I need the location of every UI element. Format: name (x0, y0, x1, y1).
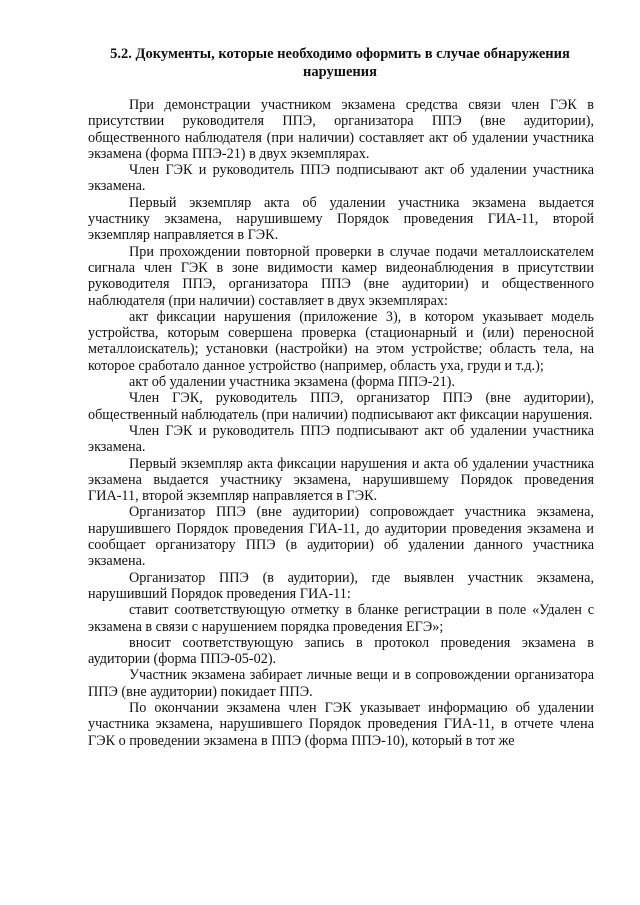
paragraph: ставит соответствующую отметку в бланке регистрации в поле «Удален с экзамена в связи с нарушением порядка проведения ЕГЭ»; (88, 602, 594, 635)
paragraph: По окончании экзамена член ГЭК указывает информацию об удалении участника экзамена, нарушившего Порядок проведения ГИА-11, в отчете члена ГЭК о проведении экзамена в ППЭ (форма ППЭ-10), который в тот же (88, 699, 594, 749)
paragraph: При демонстрации участником экзамена средства связи член ГЭК в присутствии руководителя ППЭ, организатора ППЭ (вне аудитории), общественного наблюдателя (при наличии) составляет акт об удалении участника экзамена (форма ППЭ-21) в двух экземплярах. (88, 97, 594, 162)
paragraph: Член ГЭК и руководитель ППЭ подписывают акт об удалении участника экзамена. (88, 422, 594, 456)
paragraph: акт фиксации нарушения (приложение 3), в котором указывает модель устройства, которым совершена проверка (стационарный и (или) переносной металлоискатель); установки (настройки) на этом устройстве; область тела, на которое сработало данное устройство (например, область уха, груди и т.д.); (88, 308, 594, 374)
paragraph: Участник экзамена забирает личные вещи и в сопровождении организатора ППЭ (вне аудитории) покидает ППЭ. (88, 667, 594, 700)
paragraph: акт об удалении участника экзамена (форма ППЭ-21). (129, 374, 455, 391)
section-title: 5.2. Документы, которые необходимо оформить в случае обнаружения нарушения (110, 46, 570, 80)
paragraph: Первый экземпляр акта фиксации нарушения и акта об удалении участника экзамена выдается участнику экзамена, нарушившему Порядок проведения ГИА-11, второй экземпляр направляется в ГЭК. (88, 455, 594, 505)
paragraph: Член ГЭК, руководитель ППЭ, организатор ППЭ (вне аудитории), общественный наблюдатель (при наличии) подписывают акт фиксации нарушения. (88, 390, 594, 423)
paragraph: Член ГЭК и руководитель ППЭ подписывают акт об удалении участника экзамена. (88, 162, 594, 195)
paragraph: Организатор ППЭ (вне аудитории) сопровождает участника экзамена, нарушившего Порядок проведения ГИА-11, до аудитории проведения экзамена и сообщает организатору ППЭ (в аудитории) об удалении данного участника экзамена. (88, 504, 594, 570)
paragraph: Организатор ППЭ (в аудитории), где выявлен участник экзамена, нарушивший Порядок проведения ГИА-11: (88, 569, 594, 602)
paragraph: вносит соответствующую запись в протокол проведения экзамена в аудитории (форма ППЭ-05-02). (88, 634, 594, 668)
paragraph: При прохождении повторной проверки в случае подачи металлоискателем сигнала член ГЭК в зоне видимости камер видеонаблюдения в присутствии руководителя ППЭ, организатора ППЭ (вне аудитории) и общественного наблюдателя (при наличии) составляет в двух экземплярах: (88, 243, 594, 309)
document-body (88, 97, 594, 749)
paragraph: Первый экземпляр акта об удалении участника экзамена выдается участнику экзамена, нарушившему Порядок проведения ГИА-11, второй экземпляр направляется в ГЭК. (88, 194, 594, 244)
